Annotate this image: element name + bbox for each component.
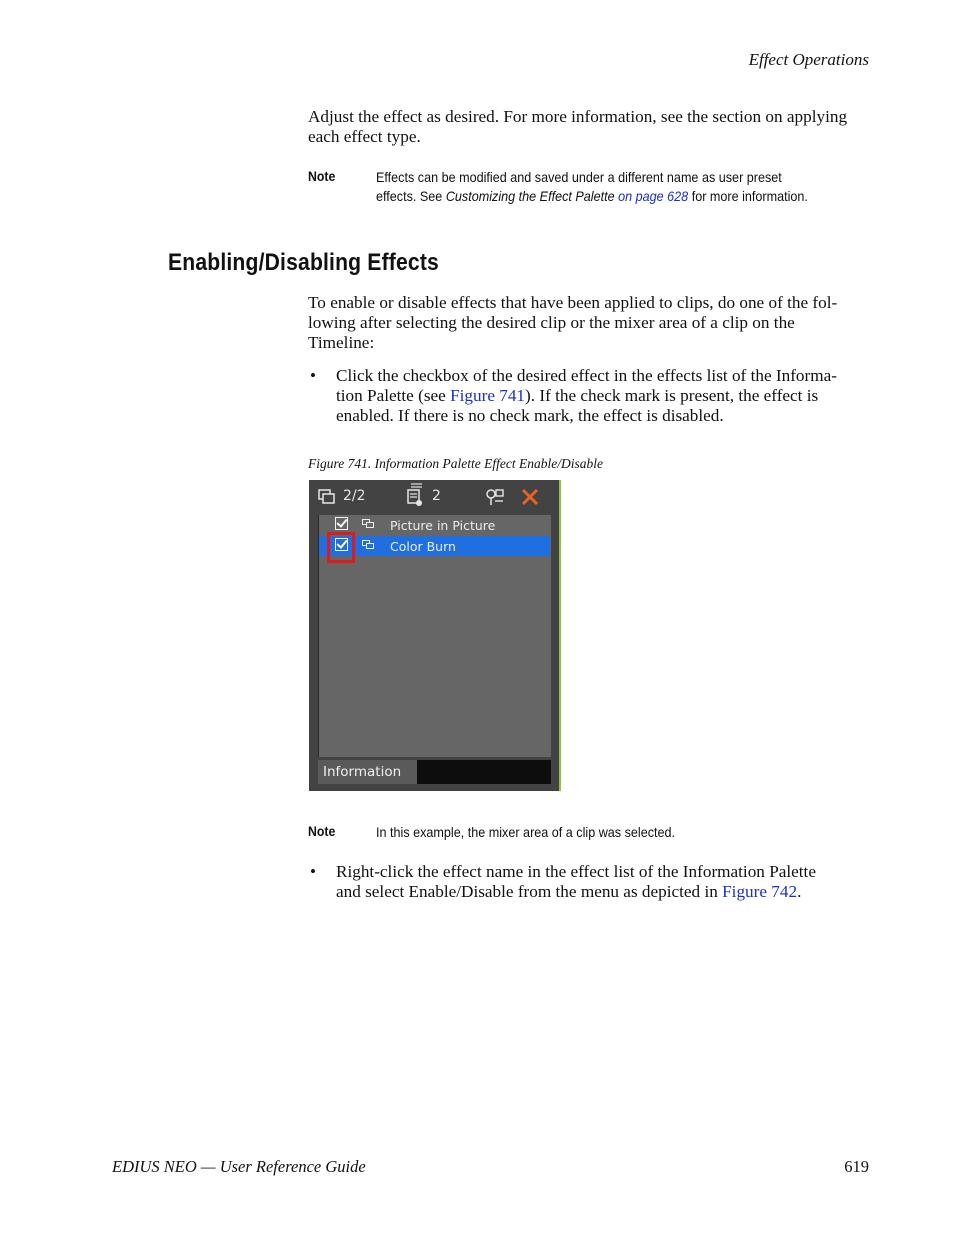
bullet-1-line-2-prefix: tion Palette (see [336,386,451,405]
layer-count: 2/2 [343,488,366,504]
effect-icon [362,519,374,529]
effect-icon [362,540,374,550]
note-text-2: In this example, the mixer area of a clip was selected. [376,824,676,840]
note-line-2 [376,187,826,206]
effect-list-icon[interactable] [405,482,425,508]
bullet-marker: • [310,366,316,385]
bullet-1-line-3: enabled. If there is no check mark, the effect is disabled. [336,406,724,425]
checkbox-highlight-box [327,532,355,563]
note-page-link[interactable]: on page 628 [614,188,689,204]
note-line-2-suffix: for more information. [688,188,808,204]
page-number: 619 [844,1157,869,1176]
section-heading: Enabling/Disabling Effects [168,249,439,276]
footer-title: EDIUS NEO — User Reference Guide [112,1157,366,1176]
enable-checkbox[interactable] [335,517,348,530]
intro-paragraph: Adjust the effect as desired. For more information, see the section on applying each effect type. [308,107,848,146]
effect-count: 2 [432,488,441,504]
bullet-2-line-2 [336,882,876,902]
bullet-1-line-1: Click the checkbox of the desired effect in the effects list of the Informa- [336,366,837,385]
effect-name: Picture in Picture [390,518,496,533]
bullet-2-line-2-suffix: . [797,882,802,901]
bullet-marker-2: • [310,862,316,881]
effect-settings-icon[interactable] [485,488,505,506]
bullet-1-line-2-suffix: ). If the check mark is present, the effect is [525,386,819,405]
section-paragraph-line-3: Timeline: [308,333,375,352]
figure-741-link[interactable]: Figure 741 [450,386,526,405]
note-reference: Customizing the Effect Palette [445,188,615,204]
tab-information[interactable]: Information [318,760,417,784]
note-label-2: Note [308,823,336,839]
section-paragraph-line-1: To enable or disable effects that have been applied to clips, do one of the fol- [308,293,838,312]
bullet-1-line-2 [336,386,876,406]
figure-caption: Figure 741. Information Palette Effect Enable/Disable [308,456,603,471]
delete-effect-icon[interactable] [521,488,539,506]
bullet-2-text [336,862,876,902]
layers-icon[interactable] [318,489,336,505]
bullet-2-line-2-prefix: and select Enable/Disable from the menu as depicted in [336,882,723,901]
bullet-1-text [336,366,876,426]
effect-name: Color Burn [390,539,456,554]
bullet-2-line-1: Right-click the effect name in the effect list of the Information Palette [336,862,816,881]
palette-tab-bar [318,760,551,784]
section-paragraph [308,293,873,353]
note-line-1: Effects can be modified and saved under a different name as user preset [376,169,782,185]
note-label: Note [308,168,336,184]
note-line-2-prefix: effects. See [376,188,446,204]
figure-742-link[interactable]: Figure 742 [722,882,798,901]
running-header: Effect Operations [748,50,869,69]
note-text [376,168,826,206]
section-paragraph-line-2: lowing after selecting the desired clip or the mixer area of a clip on the [308,313,795,332]
information-palette [309,480,561,791]
